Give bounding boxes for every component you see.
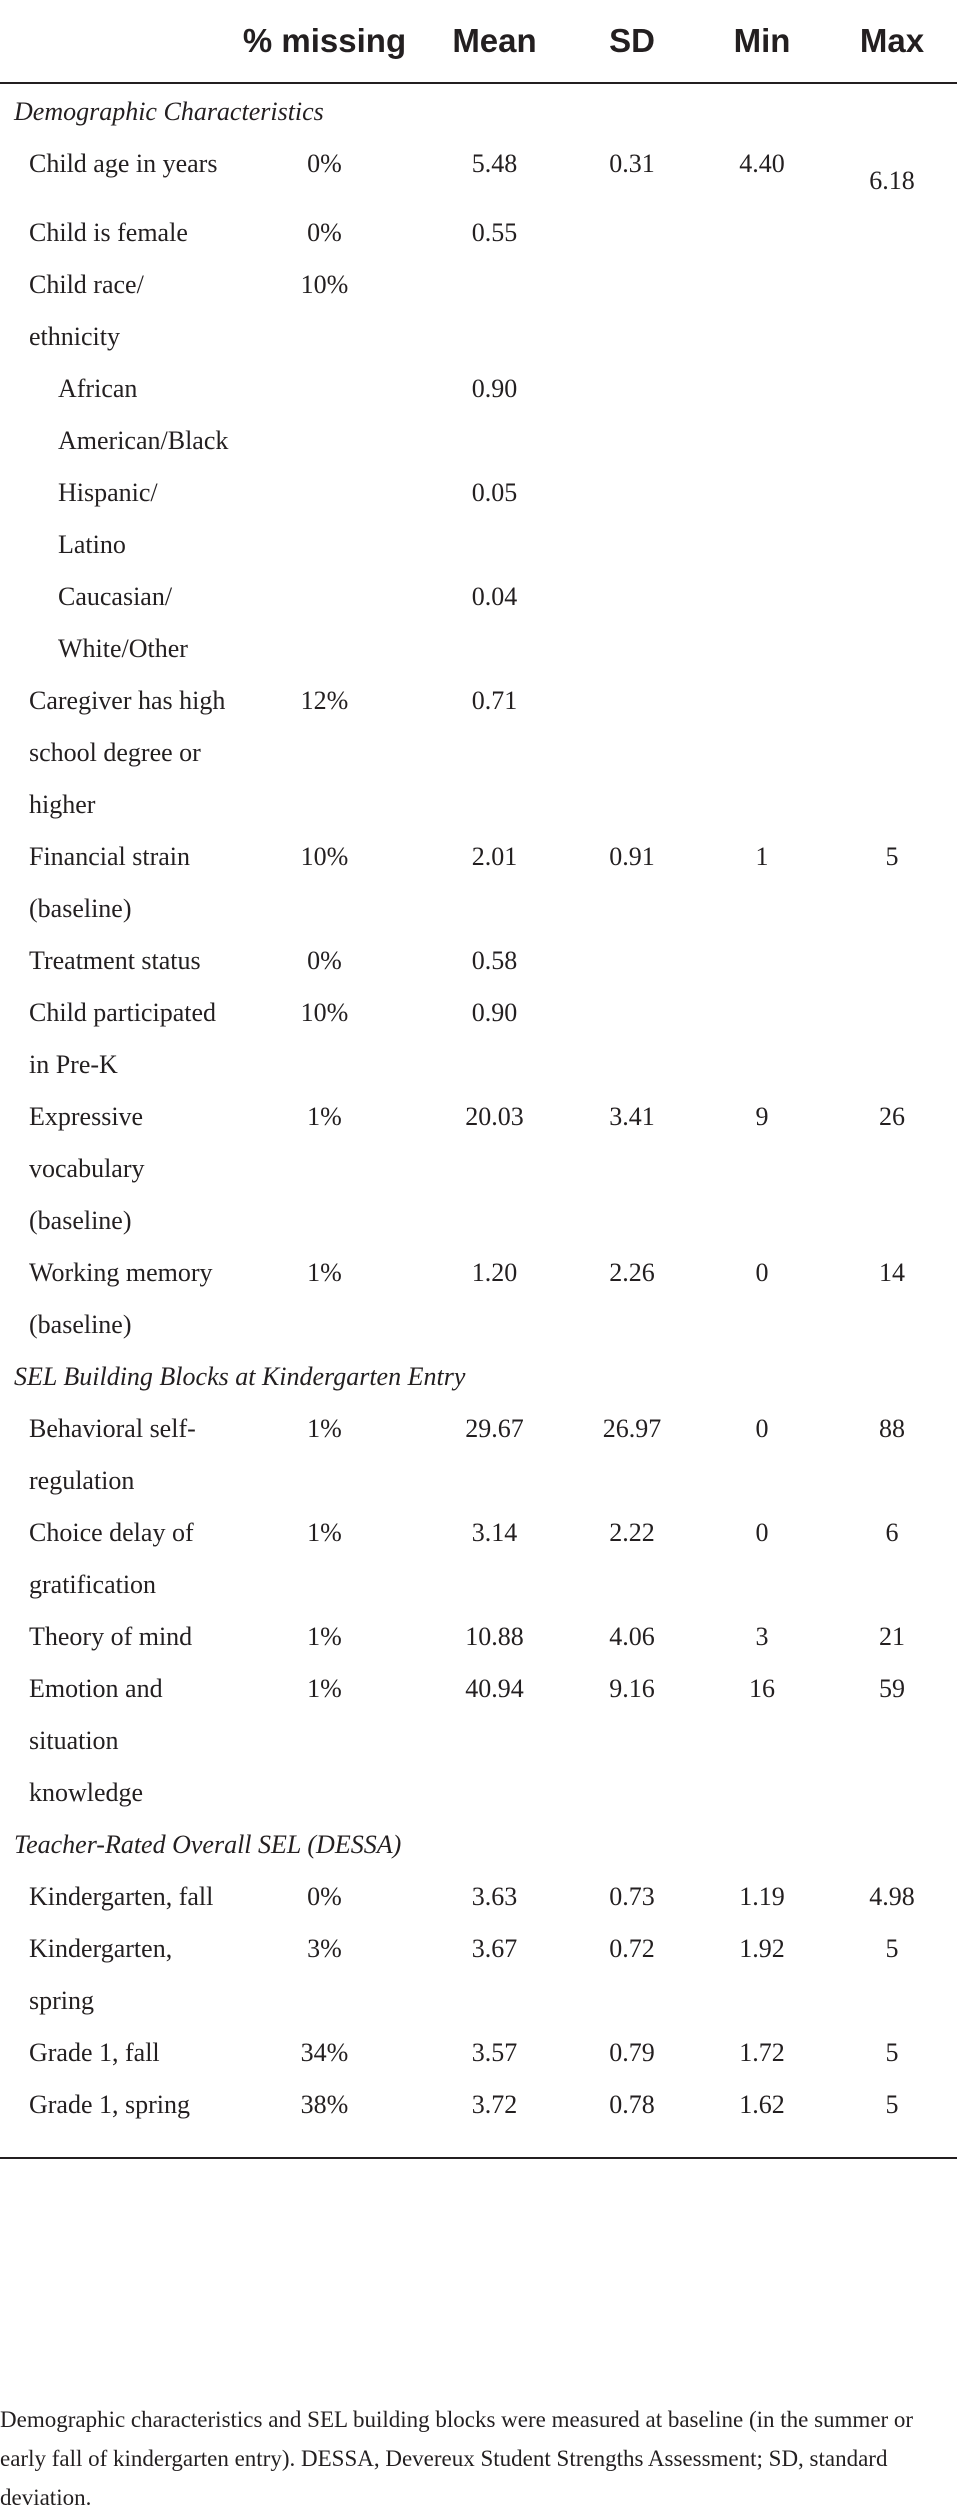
cell-sd [567,259,697,363]
cell-missing: 10% [300,998,349,1027]
cell-sd: 0.72 [609,1934,655,1963]
cell-max: 5 [827,2079,957,2158]
cell-sd: 0.31 [609,149,655,178]
cell-sd [567,467,697,571]
cell-missing: 34% [300,2038,349,2067]
table-row [0,831,957,935]
row-label: African American/Black [58,374,229,455]
table-row [0,207,957,259]
cell-max: 88 [879,1414,905,1443]
header-mean: Mean [422,0,567,83]
cell-mean [422,259,567,363]
cell-min [697,467,827,571]
cell-missing: 38% [227,2079,422,2158]
cell-missing: 10% [300,842,349,871]
cell-min: 4.40 [739,149,785,178]
cell-max: 6.18 [869,166,915,195]
row-label: Theory of mind [29,1622,193,1651]
cell-sd: 9.16 [609,1674,655,1703]
table-row [0,1871,957,1923]
cell-missing: 1% [307,1674,342,1703]
cell-sd [567,207,697,259]
cell-max: 5 [885,2038,899,2067]
row-label: Kindergarten, fall [29,1882,214,1911]
cell-min [697,207,827,259]
row-label: Treatment status [29,946,201,975]
table-row [0,1611,957,1663]
cell-min: 16 [749,1674,775,1703]
table-row [0,987,957,1091]
cell-mean: 3.67 [471,1934,518,1963]
cell-missing [227,363,422,467]
cell-sd [567,571,697,675]
cell-missing: 10% [300,270,349,299]
row-label: Caregiver has high school degree or higher [29,686,226,819]
cell-missing [227,467,422,571]
cell-max [827,987,957,1091]
cell-sd: 0.78 [567,2079,697,2158]
cell-missing: 0% [307,1882,342,1911]
cell-missing: 1% [307,1102,342,1131]
cell-min: 0 [755,1518,769,1547]
cell-max [827,467,957,571]
cell-missing: 1% [307,1518,342,1547]
table-row [0,363,957,467]
cell-min: 0 [755,1258,769,1287]
section-heading-row [0,1819,957,1871]
table-header [0,0,957,83]
cell-sd: 2.22 [609,1518,655,1547]
cell-mean: 2.01 [471,842,518,871]
cell-mean: 0.05 [471,478,518,507]
cell-sd [567,987,697,1091]
row-label: Grade 1, fall [29,2038,160,2067]
cell-mean: 40.94 [465,1674,524,1703]
table-body [0,83,957,2158]
row-label: Child participated in Pre-K [29,998,217,1079]
cell-min: 3 [755,1622,769,1651]
cell-mean: 1.20 [471,1258,518,1287]
row-label: Kindergarten, spring [29,1934,173,2015]
row-label: Expressive vocabulary (baseline) [29,1102,145,1235]
table-row [0,2027,957,2079]
cell-missing: 1% [307,1414,342,1443]
cell-min: 9 [755,1102,769,1131]
cell-mean: 3.14 [471,1518,518,1547]
cell-max [827,363,957,467]
cell-mean: 10.88 [465,1622,524,1651]
table-row [0,675,957,831]
cell-min: 1.92 [739,1934,785,1963]
header-min: Min [697,0,827,83]
row-label: Financial strain (baseline) [29,842,191,923]
row-label: Child is female [29,218,188,247]
cell-sd [567,363,697,467]
header-max: Max [827,0,957,83]
table-row [0,259,957,363]
cell-sd [567,675,697,831]
table-row [0,571,957,675]
cell-min [697,571,827,675]
cell-mean: 0.58 [471,946,518,975]
cell-sd: 4.06 [609,1622,655,1651]
row-label: Grade 1, spring [0,2079,227,2158]
section-heading-row [0,1351,957,1403]
cell-mean: 29.67 [465,1414,524,1443]
cell-mean: 0.04 [471,582,518,611]
cell-sd: 0.91 [609,842,655,871]
cell-min: 1.62 [697,2079,827,2158]
row-label: Caucasian/ White/Other [58,582,188,663]
cell-min: 1.72 [739,2038,785,2067]
cell-max: 14 [879,1258,905,1287]
cell-mean: 3.57 [471,2038,518,2067]
table-row [0,1507,957,1611]
cell-missing: 0% [307,218,342,247]
cell-max: 6 [885,1518,899,1547]
cell-missing: 3% [307,1934,342,1963]
cell-max: 21 [879,1622,905,1651]
table-row [0,2079,957,2158]
table-row [0,1663,957,1819]
cell-mean: 3.72 [422,2079,567,2158]
cell-missing: 1% [307,1258,342,1287]
cell-min [697,935,827,987]
table-row [0,1403,957,1507]
header-label [0,0,227,83]
row-label: Choice delay of gratification [29,1518,194,1599]
table-row [0,1923,957,2027]
cell-min: 0 [755,1414,769,1443]
cell-max [827,935,957,987]
row-label: Emotion and situation knowledge [29,1674,163,1807]
cell-max: 26 [879,1102,905,1131]
cell-missing: 1% [307,1622,342,1651]
cell-min [697,259,827,363]
cell-sd: 0.79 [609,2038,655,2067]
cell-mean: 0.55 [471,218,518,247]
row-label: Child race/ ethnicity [29,270,144,351]
cell-sd: 2.26 [609,1258,655,1287]
cell-sd [567,935,697,987]
row-label: Working memory (baseline) [29,1258,213,1339]
table-row [0,935,957,987]
cell-sd: 0.73 [609,1882,655,1911]
cell-max [827,207,957,259]
cell-mean: 0.90 [471,374,518,403]
row-label: Child age in years [29,149,218,178]
header-missing: % missing [227,0,422,83]
cell-missing [227,571,422,675]
section-title: Teacher-Rated Overall SEL (DESSA) [14,1830,402,1859]
cell-max [827,259,957,363]
cell-max: 4.98 [869,1882,915,1911]
cell-min: 1.19 [739,1882,785,1911]
table-row [0,138,957,207]
table-footnote: Demographic characteristics and SEL building blocks were measured at baseline (in the summer or early fall of kindergarten entry). DESSA, Devereux Student Strengths Assessment; SD, standard deviation. [0,2407,914,2510]
cell-min [697,987,827,1091]
cell-min [697,363,827,467]
cell-missing: 0% [307,149,342,178]
cell-max: 5 [885,842,899,871]
row-label: Hispanic/ Latino [58,478,158,559]
table-row [0,1247,957,1351]
header-row [0,0,957,83]
cell-mean: 3.63 [471,1882,518,1911]
cell-mean: 20.03 [465,1102,524,1131]
row-label: Behavioral self-regulation [29,1414,196,1495]
cell-max: 59 [879,1674,905,1703]
cell-sd: 26.97 [602,1414,662,1443]
table-row [0,1091,957,1247]
cell-max [827,675,957,831]
section-title: SEL Building Blocks at Kindergarten Entry [14,1362,466,1391]
cell-min [697,675,827,831]
header-sd: SD [567,0,697,83]
cell-mean: 0.90 [471,998,518,1027]
cell-mean: 5.48 [471,149,518,178]
cell-missing: 0% [307,946,342,975]
section-heading-row [0,83,957,138]
cell-mean: 0.71 [471,686,518,715]
cell-missing: 12% [300,686,349,715]
cell-max: 5 [885,1934,899,1963]
cell-min: 1 [755,842,769,871]
cell-max [827,571,957,675]
table-row [0,467,957,571]
cell-sd: 3.41 [609,1102,655,1131]
section-title: Demographic Characteristics [14,97,324,126]
